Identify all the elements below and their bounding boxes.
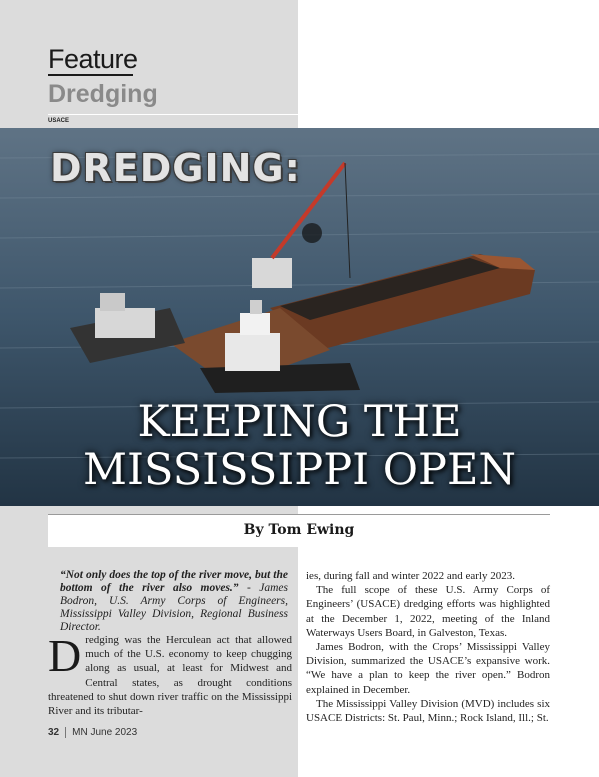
- pull-quote: [60, 569, 288, 634]
- section-label: Dredging: [48, 80, 158, 108]
- body-paragraph-1: ies, during fall and winter 2022 and early 2023.: [306, 570, 515, 582]
- footer-separator: [65, 727, 66, 738]
- headline-main: [0, 398, 599, 494]
- body-column-right: [306, 569, 550, 725]
- headline-top: DREDGING:: [50, 146, 301, 190]
- page-number: 32: [48, 727, 60, 739]
- body-paragraph-3: James Bodron, with the Crops’ Mississippi Valley Division, summarized the USACE’s expansive work. “We have a plan to keep the river open.” Bodron explained in December.: [306, 641, 550, 696]
- page-footer: [48, 727, 137, 738]
- body-paragraph-2: The full scope of these U.S. Army Corps of Engineers’ (USACE) dredging efforts was highlighted at the December 1, 2022, meeting of the Inland Waterways Users Board, in Galveston, Texas.: [306, 584, 550, 639]
- pull-quote-text: “Not only does the top of the river move, but the bottom of the river also moves.”: [60, 569, 288, 594]
- tag-label: USACE: [48, 118, 70, 124]
- headline-line-1: KEEPING THE: [137, 397, 462, 447]
- feature-underline: [48, 74, 133, 76]
- byline: By Tom Ewing: [243, 522, 355, 538]
- issue-label: MN June 2023: [72, 727, 138, 739]
- byline-rule: [48, 514, 550, 515]
- section-rule: [48, 114, 298, 115]
- drop-cap: D: [48, 630, 82, 681]
- headline-line-2: MISSISSIPPI OPEN: [82, 445, 517, 495]
- body-left-text: redging was the Herculean act that allowed much of the U.S. economy to keep chugging along as usual, at least for Midwest and Central states, as drought conditions threatened to shut down river traffic on the Mississippi River and its tributar-: [48, 634, 292, 718]
- body-paragraph-4: The Mississippi Valley Division (MVD) includes six USACE Districts: St. Paul, Minn.; Rock Island, Ill.; St.: [306, 697, 550, 725]
- pull-quote-attribution: - James Bodron, U.S. Army Corps of Engineers, Mississippi Valley Division, Regional Business Director.: [60, 582, 288, 633]
- feature-label: Feature: [48, 44, 138, 74]
- body-column-left: [48, 630, 292, 718]
